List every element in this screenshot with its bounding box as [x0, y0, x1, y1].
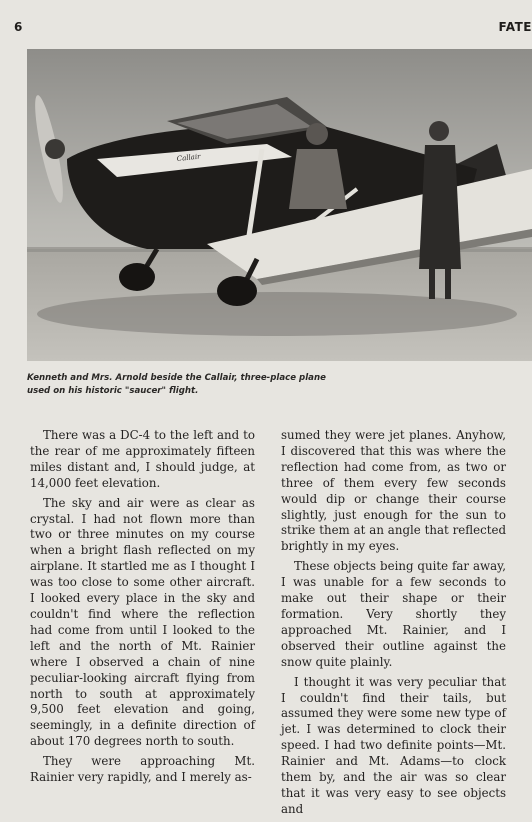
- paragraph: sumed they were jet planes. Anyhow, I discovered that this was where the reflection had come from, as two or three of them every few seconds would dip or change their course slightly, just enough for the sun to strike them at an angle that reflected brightly in my eyes.: [281, 428, 506, 554]
- article-column-right: [281, 428, 506, 822]
- article-column-left: [30, 428, 255, 790]
- paragraph: The sky and air were as clear as crystal. I had not flown more than two or three minutes on my course when a bright flash reflected on my airplane. It startled me as I thought I was too close to some other aircraft. I looked every place in the sky and couldn't find where the reflection had come from until I looked to the left and the north of Mt. Rainier where I observed a chain of nine peculiar-looking aircraft flying from north to south at approximately 9,500 feet elevation and going, seemingly, in a definite direction of about 170 degrees north to south.: [30, 495, 255, 749]
- paragraph: I thought it was very peculiar that I couldn't find their tails, but assumed they were some new type of jet. I was determined to clock their speed. I had two definite points—Mt. Rainier and Mt. Adams—to clock them by, and the air was so clear that it was very easy to see objects and: [281, 674, 506, 816]
- figure-caption: Kenneth and Mrs. Arnold beside the Callair, three-place plane used on his historic "saucer" flight.: [27, 373, 326, 396]
- page-number: 6: [14, 20, 23, 34]
- running-head: FATE: [498, 20, 532, 34]
- airplane-illustration: [27, 49, 532, 361]
- paragraph: They were approaching Mt. Rainier very rapidly, and I merely as-: [30, 754, 255, 785]
- plane-marking: Callair: [176, 152, 201, 163]
- paragraph: There was a DC-4 to the left and to the rear of me approximately fifteen miles distant and, I should judge, at 14,000 feet elevation.: [30, 428, 255, 490]
- photo-airplane: [27, 49, 532, 361]
- paragraph: These objects being quite far away, I was unable for a few seconds to make out their shape or their formation. Very shortly they approached Mt. Rainier, and I observed their outline against the snow quite plainly.: [281, 559, 506, 669]
